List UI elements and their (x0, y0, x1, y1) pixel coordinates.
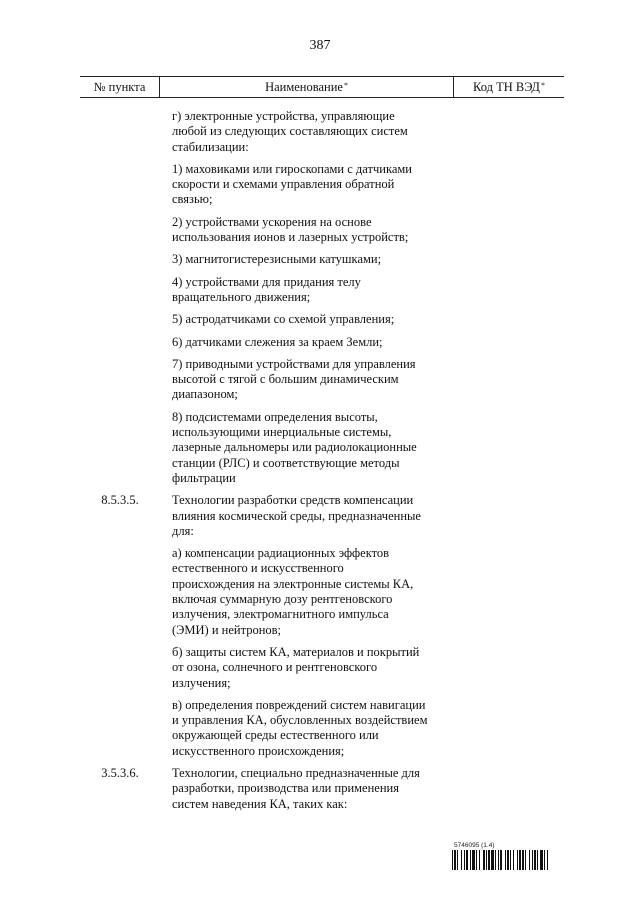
item-number (80, 645, 160, 691)
item-code (434, 162, 544, 208)
item-code (434, 335, 544, 350)
item-text: Технологии, специально предназначенные для разработки, производства или применения систем наведения КА, таких как: (172, 765, 420, 811)
table-header (80, 76, 564, 98)
barcode-label: 5746095 (1.4) (454, 842, 495, 849)
item-text: 7) приводными устройствами для управления высотой с тягой с большим динамическим диапазоном; (172, 356, 416, 402)
item-text: 4) устройствами для придания телу вращательного движения; (172, 274, 361, 304)
item-text: г) электронные устройства, управляющие любой из следующих составляющих систем стабилизации: (172, 109, 408, 154)
item-code (434, 766, 544, 812)
table-row (80, 162, 564, 208)
header-name (160, 77, 454, 97)
header-code-label: Код ТН ВЭД (473, 79, 540, 94)
page-number: 387 (309, 38, 331, 53)
header-name-label: Наименование (265, 79, 343, 94)
item-code (434, 109, 544, 155)
item-code (434, 312, 544, 327)
table-row (80, 252, 564, 267)
table-row (80, 357, 564, 403)
item-code (434, 645, 544, 691)
table-row (80, 645, 564, 691)
item-text: 1) маховиками или гироскопами с датчиками скорости и схемами управления обратной связью; (172, 161, 412, 207)
barcode-block (452, 842, 590, 870)
header-item-number-label: № пункта (93, 79, 146, 94)
item-number: 3.5.3.6. (101, 765, 139, 780)
item-text: б) защиты систем КА, материалов и покрытий от озона, солнечного и рентгеновского излучения; (172, 644, 420, 690)
table-row (80, 275, 564, 306)
table-row (80, 335, 564, 350)
table-body (80, 109, 564, 819)
table-row (80, 312, 564, 327)
item-number (80, 252, 160, 267)
table-row (80, 546, 564, 638)
item-number (80, 275, 160, 306)
item-code (434, 275, 544, 306)
item-text: в) определения повреждений систем навигации и управления КА, обусловленных воздействием окружающей среды естественного или искусственного происхождения; (172, 697, 428, 758)
table-row (80, 493, 564, 539)
item-code (434, 546, 544, 638)
item-number (80, 335, 160, 350)
item-number (80, 215, 160, 246)
item-text: 6) датчиками слежения за краем Земли; (172, 334, 383, 349)
barcode-icon (452, 850, 590, 870)
header-item-number (80, 77, 160, 97)
header-code-footnote-mark: * (540, 80, 545, 90)
item-number (80, 109, 160, 155)
item-number: 8.5.3.5. (101, 493, 139, 508)
item-code (434, 410, 544, 486)
item-number (80, 698, 160, 759)
table-row (80, 766, 564, 812)
item-text: 3) магнитогистерезисными катушками; (172, 252, 382, 267)
item-code (434, 698, 544, 759)
header-code (454, 77, 564, 97)
header-name-footnote-mark: * (343, 80, 348, 90)
item-text: Технологии разработки средств компенсации влияния космической среды, предназначенные для: (172, 493, 421, 538)
item-code (434, 252, 544, 267)
item-number (80, 546, 160, 638)
table-row (80, 215, 564, 246)
table-row (80, 410, 564, 486)
item-number (80, 357, 160, 403)
item-text: 8) подсистемами определения высоты, использующими инерциальные системы, лазерные дальномеры или радиолокационные станции (РЛС) и соответствующие методы фильтрации (172, 409, 417, 485)
item-text: 2) устройствами ускорения на основе использования ионов и лазерных устройств; (172, 214, 409, 245)
table-row (80, 698, 564, 759)
item-code (434, 215, 544, 246)
item-number (80, 162, 160, 208)
item-number (80, 410, 160, 486)
item-text: а) компенсации радиационных эффектов естественного и искусственного происхождения на электронные системы КА, включая суммарную дозу рентгеновского излучения, электромагнитного импульса (ЭМИ) и нейтронов; (172, 546, 414, 637)
item-code (434, 357, 544, 403)
item-text: 5) астродатчиками со схемой управления; (172, 312, 395, 327)
table-row (80, 109, 564, 155)
item-number (80, 312, 160, 327)
item-code (434, 493, 544, 539)
